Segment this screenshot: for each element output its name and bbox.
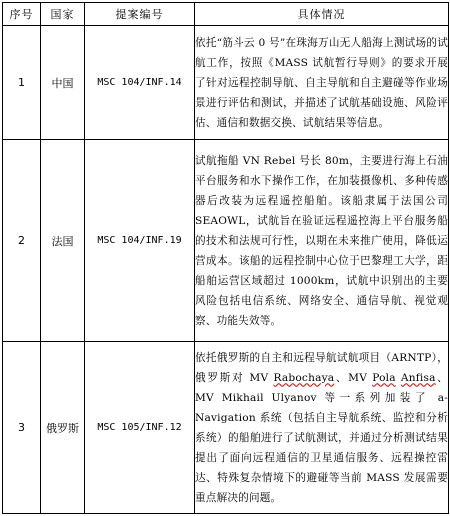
table-header-row [3, 3, 449, 26]
table-row [3, 342, 449, 514]
header-detail: 具体情况 [195, 3, 449, 26]
table-row [3, 140, 449, 342]
ship-name-pola: Pola [372, 371, 396, 384]
cell-country: 中国 [41, 26, 85, 140]
cell-detail: 试航拖船 VN Rebel 号长 80m，主要进行海上石油平台服务和水下操作工作，在加装摄像机、多种传感器后改装为远程遥控船舶。该船隶属于法国公司 SEAOWL，试航旨在验证远程遥控海上平台服务船的技术和法规可行性，以期在未来推广使用，降低运营成本。该船的远程控制中心位于巴黎理工大学，距船舶运营区域超过 1000km，试航中识别出的主要风险包括电信系统、网络安全、通信导航、视觉观察、功能失效等。 [195, 140, 449, 342]
cell-no: 2 [3, 140, 41, 342]
cell-detail [195, 342, 449, 514]
ship-name-rabochaya: Rabochaya [273, 371, 335, 384]
table-row [3, 26, 449, 140]
detail-text: 、MV Mikhail Ulyanov 等一系列加装了 a-Navigation 系统（包括自主导航系统、监控和分析系统）的船舶进行了试航测试，并通过分析测试结果提出了面向远程通信的卫星通信服务、远程操控雷达、特殊复杂情境下的避碰等当前 MASS 发展需要重点解决的问题。 [195, 371, 448, 504]
ship-name-anfisa: Anfisa [400, 371, 436, 384]
proposal-table [2, 2, 449, 514]
cell-code: MSC 105/INF.12 [85, 342, 195, 514]
header-no: 序号 [3, 3, 41, 26]
cell-country: 法国 [41, 140, 85, 342]
header-country: 国家 [41, 3, 85, 26]
detail-text: 依托俄罗斯的自主和远程导航试航项目（ARNTP），俄罗斯对 MV [195, 351, 448, 384]
cell-detail: 依托“筋斗云 0 号”在珠海万山无人船海上测试场的试航工作，按照《MASS 试航暂行导则》的要求开展了针对远程控制导航、自主导航和自主避碰等作业场景进行评估和测试，并描述了试航基础设施、风险评估、通信和数据交换、试航结果等信息。 [195, 26, 449, 140]
cell-code: MSC 104/INF.14 [85, 26, 195, 140]
cell-no: 3 [3, 342, 41, 514]
detail-text: 、MV [334, 371, 373, 384]
cell-country: 俄罗斯 [41, 342, 85, 514]
cell-code: MSC 104/INF.19 [85, 140, 195, 342]
cell-no: 1 [3, 26, 41, 140]
header-code: 提案编号 [85, 3, 195, 26]
